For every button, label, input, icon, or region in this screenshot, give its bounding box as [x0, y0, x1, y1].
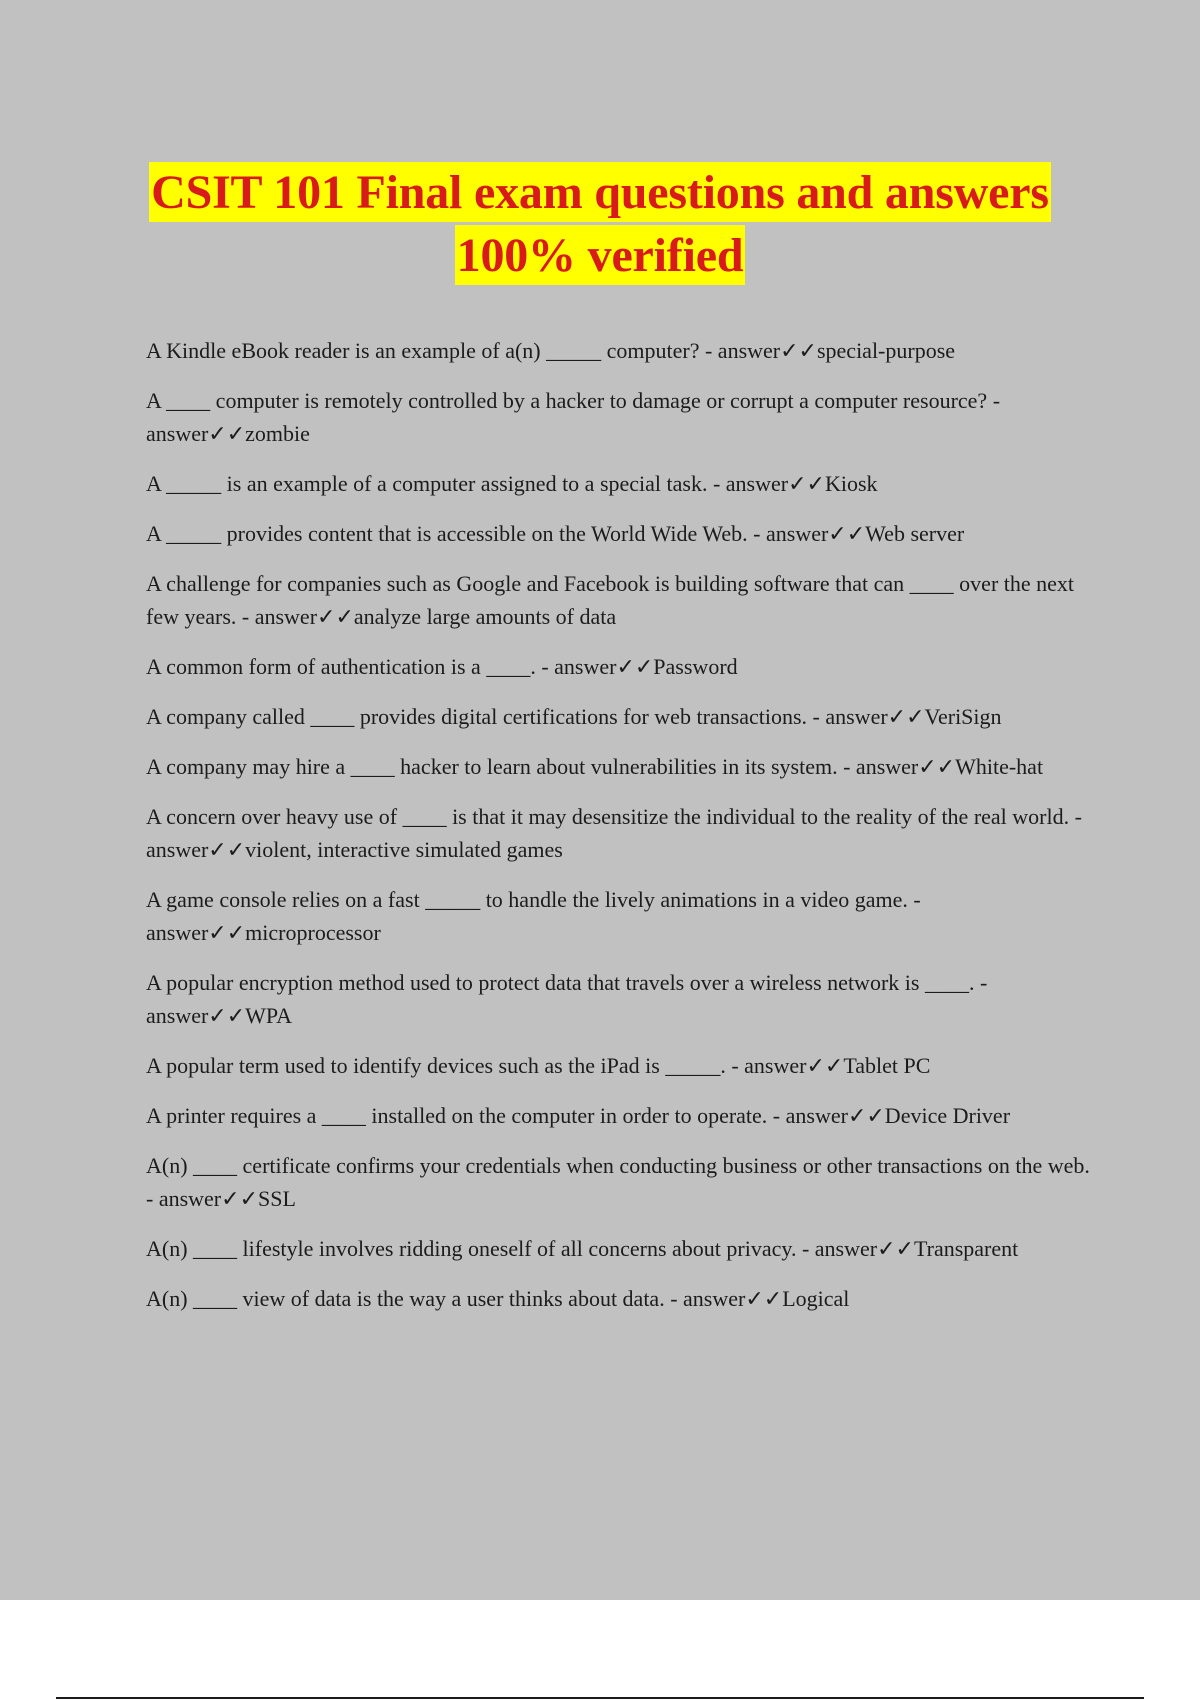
- qa-item: A company called ____ provides digital certifications for web transactions. - answer✓✓VeriSign: [146, 704, 1002, 729]
- qa-item: A ____ computer is remotely controlled by a hacker to damage or corrupt a computer resource? - answer✓✓zombie: [146, 388, 1001, 446]
- qa-item: A(n) ____ view of data is the way a user thinks about data. - answer✓✓Logical: [146, 1286, 850, 1311]
- qa-item: A popular encryption method used to protect data that travels over a wireless network is ____. - answer✓✓WPA: [146, 970, 988, 1028]
- qa-item: A(n) ____ lifestyle involves ridding oneself of all concerns about privacy. - answer✓✓Transparent: [146, 1236, 1019, 1261]
- question-answer-list: [146, 334, 1096, 1332]
- qa-item: A(n) ____ certificate confirms your credentials when conducting business or other transactions on the web. - answer✓✓SSL: [146, 1153, 1090, 1211]
- qa-item: A Kindle eBook reader is an example of a(n) _____ computer? - answer✓✓special-purpose: [146, 338, 956, 363]
- document-title: [0, 162, 1200, 285]
- qa-item: A _____ is an example of a computer assigned to a special task. - answer✓✓Kiosk: [146, 471, 878, 496]
- footer-divider: [56, 1697, 1144, 1699]
- qa-item: A challenge for companies such as Google and Facebook is building software that can ____ over the next few years. - answer✓✓analyze large amounts of data: [146, 571, 1075, 629]
- qa-item: A game console relies on a fast _____ to handle the lively animations in a video game. - answer✓✓microprocessor: [146, 887, 921, 945]
- qa-item: A printer requires a ____ installed on the computer in order to operate. - answer✓✓Device Driver: [146, 1103, 1011, 1128]
- qa-item: A company may hire a ____ hacker to learn about vulnerabilities in its system. - answer✓✓White-hat: [146, 754, 1044, 779]
- qa-item: A concern over heavy use of ____ is that it may desensitize the individual to the reality of the real world. - answer✓✓violent, interactive simulated games: [146, 804, 1082, 862]
- title-line-2: 100% verified: [455, 225, 746, 285]
- qa-item: A common form of authentication is a ____. - answer✓✓Password: [146, 654, 738, 679]
- qa-item: A _____ provides content that is accessible on the World Wide Web. - answer✓✓Web server: [146, 521, 965, 546]
- title-line-1: CSIT 101 Final exam questions and answers: [149, 162, 1051, 222]
- qa-item: A popular term used to identify devices such as the iPad is _____. - answer✓✓Tablet PC: [146, 1053, 931, 1078]
